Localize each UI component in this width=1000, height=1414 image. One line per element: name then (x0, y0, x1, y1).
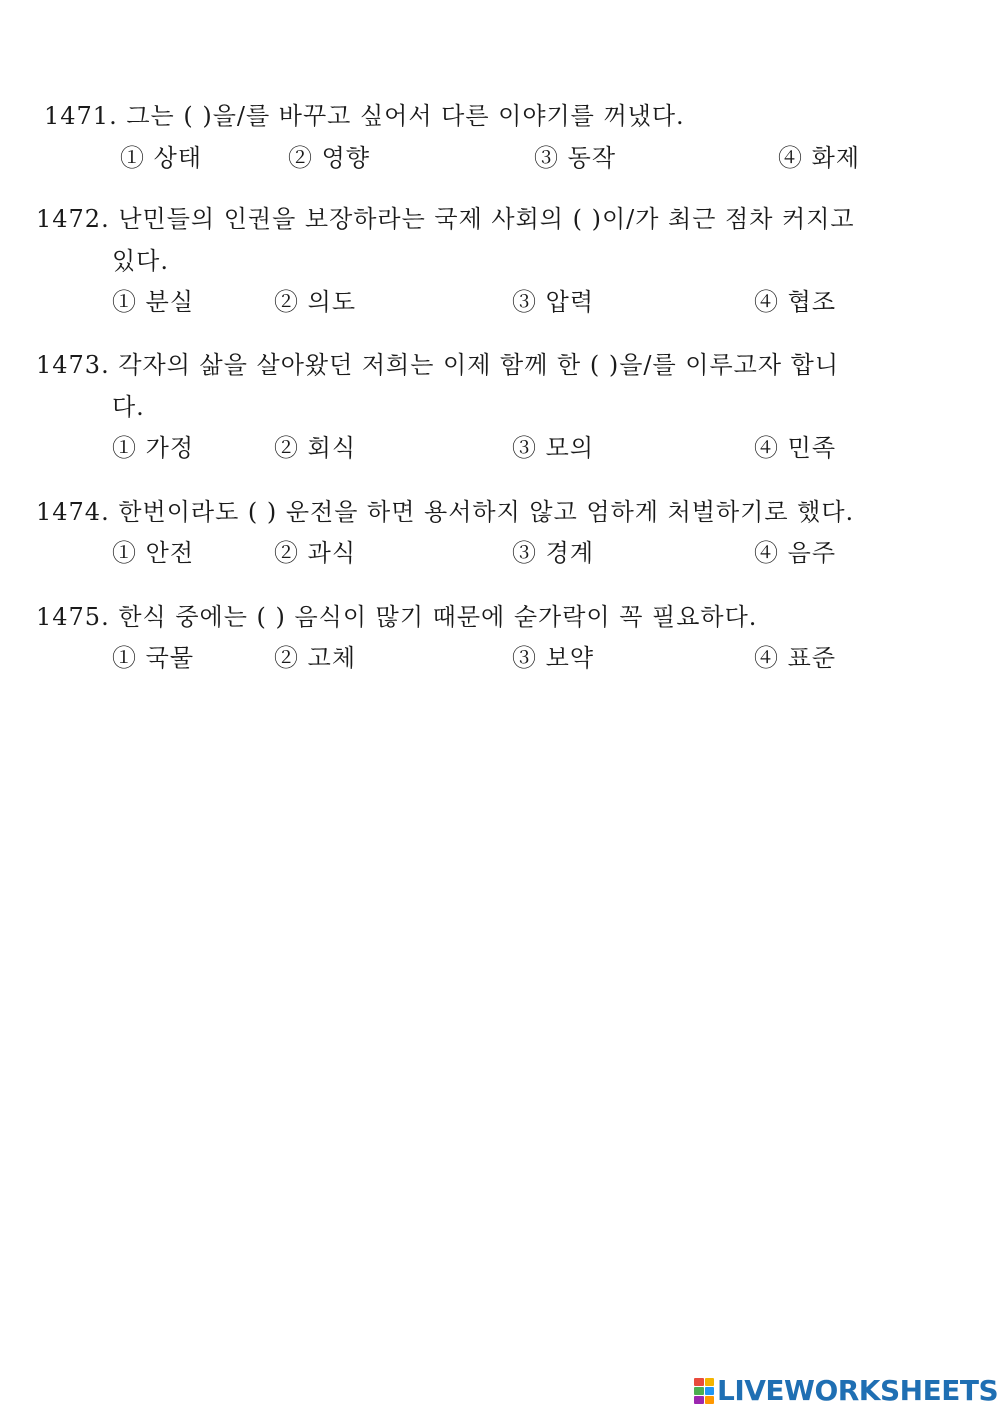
option-1: ① 분실 (112, 288, 194, 316)
option-4: ④ 민족 (754, 434, 836, 462)
option-1: ① 상태 (120, 144, 202, 172)
liveworksheets-wordmark: LIVEWORKSHEETS (717, 1374, 999, 1407)
option-3: ③ 경계 (512, 539, 594, 567)
option-2: ② 회식 (274, 434, 356, 462)
option-4: ④ 음주 (754, 539, 836, 567)
option-4: ④ 협조 (754, 288, 836, 316)
option-3: ③ 모의 (512, 434, 594, 462)
question-text: 1473. 각자의 삶을 살아왔던 저희는 이제 함께 한 ( )을/를 이루고자 합니 (36, 351, 840, 379)
question-text-continued: 있다. (112, 247, 169, 275)
question-text: 1472. 난민들의 인권을 보장하라는 국제 사회의 ( )이/가 최근 점차 커지고 (36, 205, 855, 233)
question-text: 1471. 그는 ( )을/를 바꾸고 싶어서 다른 이야기를 꺼냈다. (44, 102, 685, 130)
liveworksheets-logo (694, 1374, 998, 1408)
option-1: ① 안전 (112, 539, 194, 567)
option-2: ② 과식 (274, 539, 356, 567)
question-text: 1475. 한식 중에는 ( ) 음식이 많기 때문에 숟가락이 꼭 필요하다. (36, 603, 758, 631)
question-text-continued: 다. (112, 393, 145, 421)
option-3: ③ 보약 (512, 644, 594, 672)
option-2: ② 고체 (274, 644, 356, 672)
option-1: ① 국물 (112, 644, 194, 672)
option-2: ② 영향 (288, 144, 370, 172)
option-2: ② 의도 (274, 288, 356, 316)
option-4: ④ 표준 (754, 644, 836, 672)
question-text: 1474. 한번이라도 ( ) 운전을 하면 용서하지 않고 엄하게 처벌하기로 했다. (36, 498, 855, 526)
liveworksheets-icon (694, 1378, 714, 1404)
option-1: ① 가정 (112, 434, 194, 462)
option-4: ④ 화제 (778, 144, 860, 172)
option-3: ③ 동작 (534, 144, 616, 172)
option-3: ③ 압력 (512, 288, 594, 316)
